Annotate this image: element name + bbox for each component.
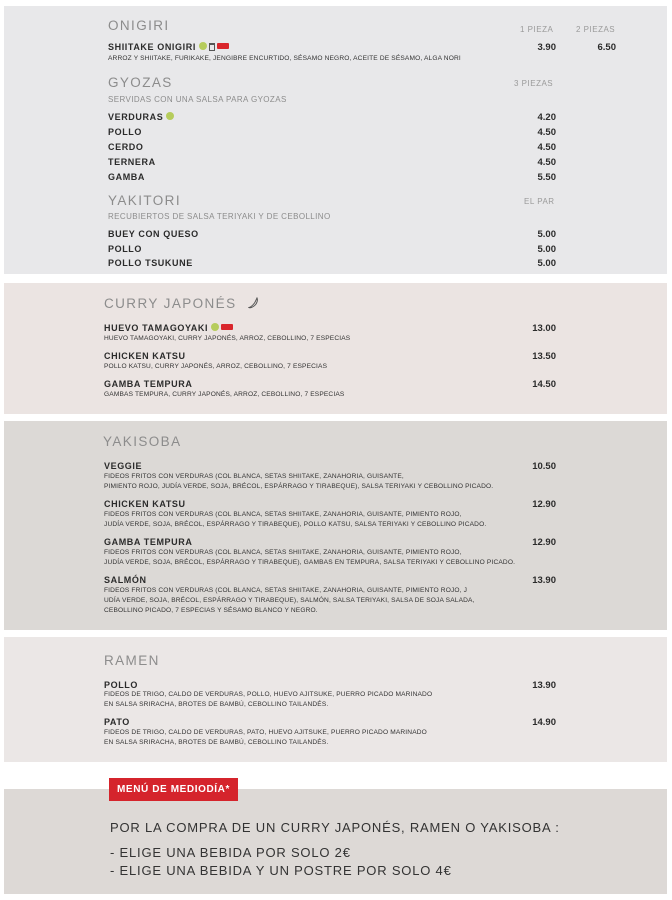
menu-item: GAMBA — [108, 172, 145, 182]
promo-line: POR LA COMPRA DE UN CURRY JAPONÉS, RAMEN O YAKISOBA : — [110, 820, 560, 835]
onigiri-col-1-pieza: 1 PIEZA — [520, 25, 554, 34]
item-price: 5.00 — [537, 229, 556, 240]
item-name: SHIITAKE ONIGIRI — [108, 42, 196, 52]
item-price-1: 3.90 — [537, 42, 556, 53]
item-description: POLLO KATSU, CURRY JAPONÉS, ARROZ, CEBOLLINO, 7 ESPECIAS — [104, 363, 328, 370]
item-name: VERDURAS — [108, 112, 164, 122]
menu-item — [104, 323, 233, 333]
menu-item: POLLO — [104, 680, 138, 690]
item-description: ARROZ Y SHIITAKE, FURIKAKE, JENGIBRE ENCURTIDO, SÉSAMO NEGRO, ACEITE DE SÉSAMO, ALGA NORI — [108, 55, 461, 62]
new-badge-icon — [221, 324, 233, 330]
menu-item: CERDO — [108, 142, 144, 152]
menu-item: VEGGIE — [104, 461, 143, 471]
mediodia-panel — [4, 789, 667, 894]
item-price: 4.20 — [537, 112, 556, 123]
item-price: 5.00 — [537, 258, 556, 269]
menu-item: SALMÓN — [104, 575, 147, 585]
menu-item: PATO — [104, 717, 130, 727]
ramen-title: RAMEN — [104, 653, 160, 668]
promo-option: - ELIGE UNA BEBIDA POR SOLO 2€ — [110, 845, 351, 860]
item-price: 5.00 — [537, 244, 556, 255]
item-price: 14.90 — [532, 717, 556, 728]
item-price: 13.90 — [532, 575, 556, 586]
item-price: 12.90 — [532, 537, 556, 548]
onigiri-gyozas-yakitori-panel — [4, 6, 667, 274]
bin-icon — [209, 43, 215, 51]
item-description-line: FIDEOS FRITOS CON VERDURAS (COL BLANCA, SETAS SHIITAKE, ZANAHORIA, GUISANTE, PIMIENTO ROJO, — [104, 549, 462, 556]
item-price: 13.00 — [532, 323, 556, 334]
promo-option: - ELIGE UNA BEBIDA Y UN POSTRE POR SOLO 4€ — [110, 863, 452, 878]
item-description-line: JUDÍA VERDE, SOJA, BRÉCOL, ESPÁRRAGO Y TIRABEQUE), POLLO KATSU, SALSA TERIYAKI Y CEBOLLINO PICADO. — [104, 521, 487, 528]
menu-item: CHICKEN KATSU — [104, 351, 186, 361]
menu-item: GAMBA TEMPURA — [104, 379, 193, 389]
menu-item: CHICKEN KATSU — [104, 499, 186, 509]
onigiri-col-2-piezas: 2 PIEZAS — [576, 25, 616, 34]
vegetarian-icon — [211, 323, 219, 331]
gyozas-subtitle: SERVIDAS CON UNA SALSA PARA GYOZAS — [108, 95, 287, 104]
item-price: 4.50 — [537, 127, 556, 138]
item-description-line: EN SALSA SRIRACHA, BROTES DE BAMBÚ, CEBOLLINO TAILANDÉS. — [104, 701, 329, 708]
curry-title — [104, 296, 260, 311]
item-price: 12.90 — [532, 499, 556, 510]
menu-item: POLLO TSUKUNE — [108, 258, 193, 268]
item-price: 5.50 — [537, 172, 556, 183]
item-price-2: 6.50 — [597, 42, 616, 53]
item-description: GAMBAS TEMPURA, CURRY JAPONÉS, ARROZ, CEBOLLINO, 7 ESPECIAS — [104, 391, 345, 398]
item-price: 13.90 — [532, 680, 556, 691]
item-name: HUEVO TAMAGOYAKI — [104, 323, 209, 333]
item-description-line: FIDEOS DE TRIGO, CALDO DE VERDURAS, PATO, HUEVO AJITSUKE, PUERRO PICADO MARINADO — [104, 729, 427, 736]
item-price: 13.50 — [532, 351, 556, 362]
item-description-line: CEBOLLINO PICADO, 7 ESPECIAS Y SÉSAMO BLANCO Y NEGRO. — [104, 607, 318, 614]
item-description-line: FIDEOS FRITOS CON VERDURAS (COL BLANCA, SETAS SHIITAKE, ZANAHORIA, GUISANTE, — [104, 473, 404, 480]
curry-title-text: CURRY JAPONÉS — [104, 296, 237, 311]
item-description-line: EN SALSA SRIRACHA, BROTES DE BAMBÚ, CEBOLLINO TAILANDÉS. — [104, 739, 329, 746]
item-description-line: PIMIENTO ROJO, JUDÍA VERDE, SOJA, BRÉCOL, ESPÁRRAGO Y TIRABEQUE), SALSA TERIYAKI Y CEBOLLINO PICADO. — [104, 483, 494, 490]
yakitori-title: YAKITORI — [108, 193, 181, 208]
yakisoba-title: YAKISOBA — [103, 434, 182, 449]
item-description-line: FIDEOS FRITOS CON VERDURAS (COL BLANCA, SETAS SHIITAKE, ZANAHORIA, GUISANTE, PIMIENTO ROJO, J — [104, 587, 468, 594]
menu-item: TERNERA — [108, 157, 156, 167]
item-description-line: FIDEOS FRITOS CON VERDURAS (COL BLANCA, SETAS SHIITAKE, ZANAHORIA, GUISANTE, PIMIENTO ROJO, — [104, 511, 462, 518]
vegetarian-icon — [166, 112, 174, 120]
item-description-line: UDÍA VERDE, SOJA, BRÉCOL, ESPÁRRAGO Y TIRABEQUE), SALMÓN, SALSA TERIYAKI, SALSA DE SOJA SALADA, — [104, 597, 475, 604]
yakitori-col-el-par: EL PAR — [524, 197, 555, 206]
chili-icon — [248, 297, 260, 309]
item-price: 10.50 — [532, 461, 556, 472]
onigiri-title: ONIGIRI — [108, 18, 170, 33]
yakitori-subtitle: RECUBIERTOS DE SALSA TERIYAKI Y DE CEBOLLINO — [108, 212, 331, 221]
menu-mediodia-badge: MENÚ DE MEDIODÍA* — [109, 778, 238, 801]
item-price: 14.50 — [532, 379, 556, 390]
item-description-line: JUDÍA VERDE, SOJA, BRÉCOL, ESPÁRRAGO Y TIRABEQUE), GAMBAS EN TEMPURA, SALSA TERIYAKI Y CEBOLLINO PICADO. — [104, 559, 516, 566]
item-description: HUEVO TAMAGOYAKI, CURRY JAPONÉS, ARROZ, CEBOLLINO, 7 ESPECIAS — [104, 335, 351, 342]
item-description-line: FIDEOS DE TRIGO, CALDO DE VERDURAS, POLLO, HUEVO AJITSUKE, PUERRO PICADO MARINADO — [104, 691, 433, 698]
menu-item: BUEY CON QUESO — [108, 229, 199, 239]
menu-item — [108, 112, 174, 122]
menu-item — [108, 42, 229, 52]
menu-item: POLLO — [108, 127, 142, 137]
gyozas-col-3-piezas: 3 PIEZAS — [514, 79, 554, 88]
menu-item: GAMBA TEMPURA — [104, 537, 193, 547]
item-price: 4.50 — [537, 142, 556, 153]
item-price: 4.50 — [537, 157, 556, 168]
vegetarian-icon — [199, 42, 207, 50]
gyozas-title: GYOZAS — [108, 75, 173, 90]
new-badge-icon — [217, 43, 229, 49]
menu-item: POLLO — [108, 244, 142, 254]
